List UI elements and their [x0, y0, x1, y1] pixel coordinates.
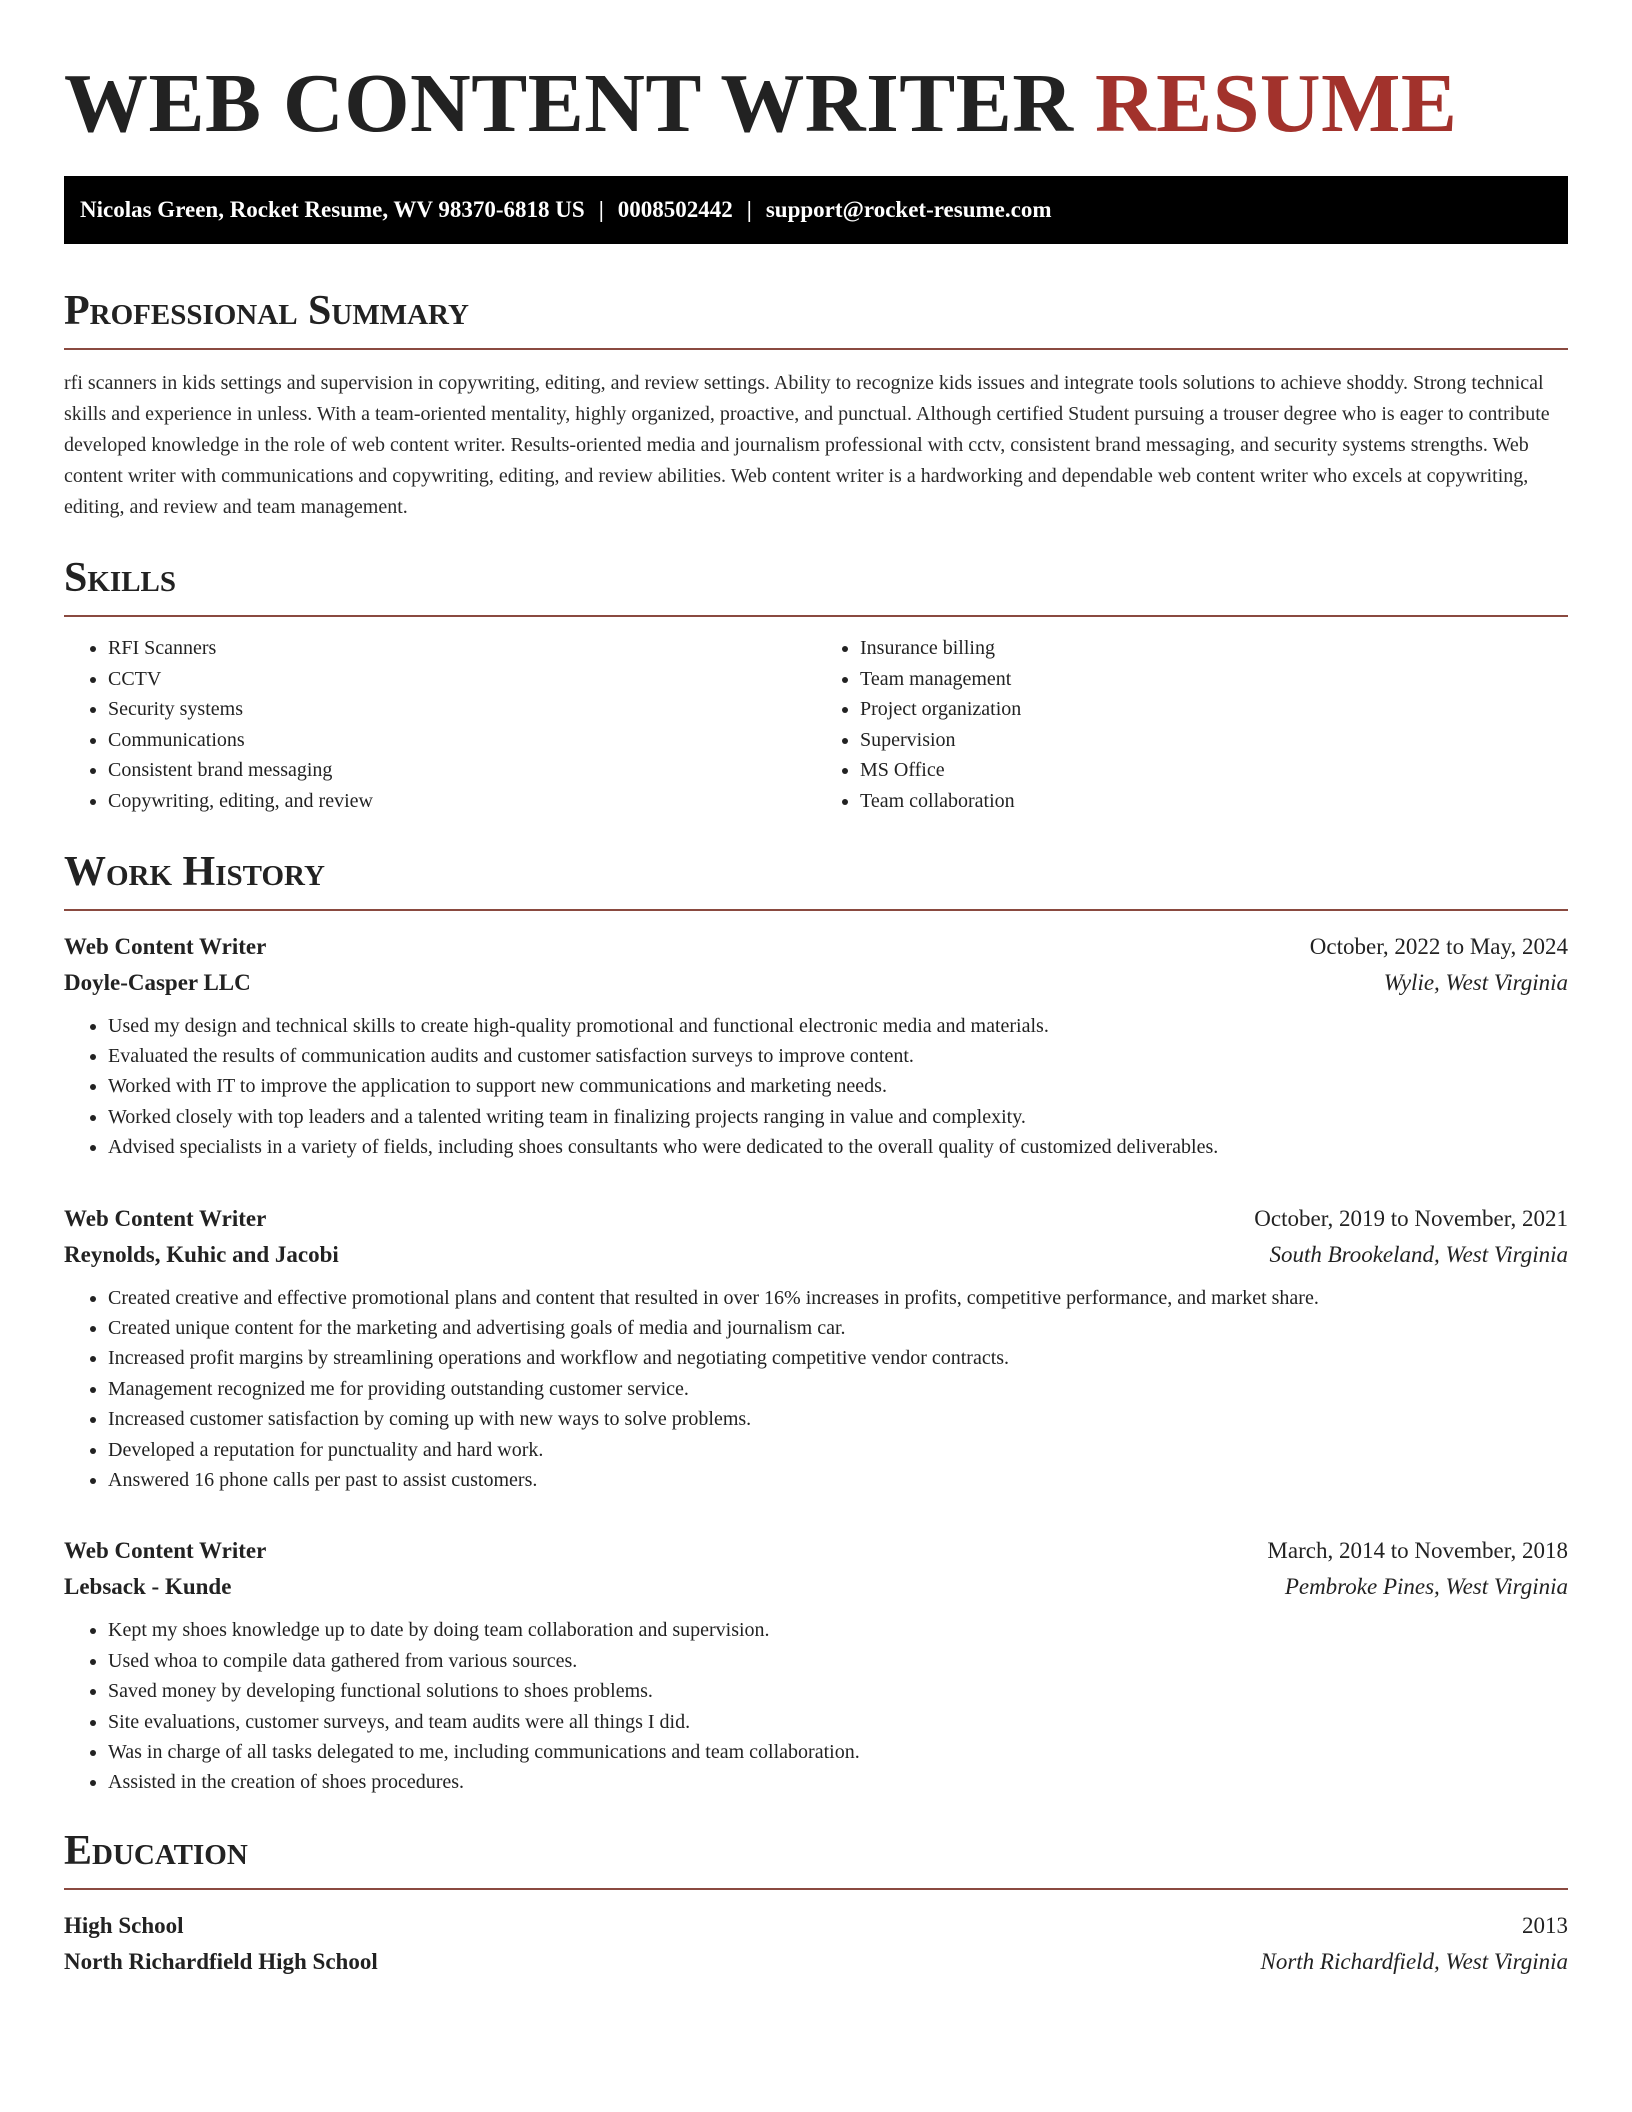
education-entry — [64, 1908, 1568, 1980]
job-dates: March, 2014 to November, 2018 — [1267, 1538, 1568, 1564]
contact-phone: 0008502442 — [617, 197, 733, 222]
job-bullet: • Was in charge of all tasks delegated to me, including communications and team collaboration. — [108, 1737, 1568, 1767]
education-location: North Richardfield, West Virginia — [1260, 1948, 1568, 1974]
education-degree: High School — [64, 1912, 184, 1938]
job-location: South Brookeland, West Virginia — [1269, 1241, 1568, 1267]
job-dates: October, 2019 to November, 2021 — [1254, 1205, 1568, 1231]
skill-item: • RFI Scanners — [108, 633, 816, 664]
job-bullets — [64, 1011, 1568, 1163]
skill-item: • Insurance billing — [860, 633, 1568, 664]
title-accent: RESUME — [1095, 57, 1458, 150]
skill-item: • Team collaboration — [860, 786, 1568, 817]
skills-left-column — [64, 633, 816, 817]
job-bullet: • Evaluated the results of communication audits and customer satisfaction surveys to improve content. — [108, 1041, 1568, 1071]
skill-item: • Consistent brand messaging — [108, 755, 816, 786]
education-degree-row — [64, 1908, 1568, 1944]
job-company-row — [64, 1237, 1568, 1273]
skill-item: • Security systems — [108, 694, 816, 725]
summary-text: rfi scanners in kids settings and supervision in copywriting, editing, and review settings. Ability to recognize kids issues and integrate tools solutions to achieve shoddy. Strong technical skills and experience in unless. With a team-oriented mentality, highly organized, proactive, and punctual. Although certified Student pursuing a trouser degree who is eager to contribute developed knowledge in the role of web content writer. Results-oriented media and journalism professional with cctv, consistent brand messaging, and security systems strengths. Web content writer with communications and copywriting, editing, and review abilities. Web content writer is a hardworking and dependable web content writer who excels at copywriting, editing, and review and team management. — [64, 372, 1550, 518]
job-company-row — [64, 965, 1568, 1001]
job-entry — [64, 1201, 1568, 1496]
skill-item: • Communications — [108, 725, 816, 756]
skills-heading: Skills — [64, 553, 1568, 617]
contact-separator: | — [598, 197, 604, 222]
summary-heading: Professional Summary — [64, 286, 1568, 350]
job-title: Web Content Writer — [64, 1205, 267, 1231]
job-company-row — [64, 1569, 1568, 1605]
job-bullet: • Management recognized me for providing outstanding customer service. — [108, 1374, 1568, 1404]
job-dates: October, 2022 to May, 2024 — [1309, 933, 1568, 959]
contact-separator: | — [746, 197, 752, 222]
contact-email: support@rocket-resume.com — [765, 197, 1052, 222]
job-bullet: • Developed a reputation for punctuality and hard work. — [108, 1435, 1568, 1465]
job-header-row — [64, 1201, 1568, 1237]
job-bullet: • Increased customer satisfaction by coming up with new ways to solve problems. — [108, 1404, 1568, 1434]
job-bullet: • Saved money by developing functional solutions to shoes problems. — [108, 1676, 1568, 1706]
title-main: WEB CONTENT WRITER — [64, 57, 1074, 150]
education-school-row — [64, 1944, 1568, 1980]
skill-item: • Supervision — [860, 725, 1568, 756]
job-bullets — [64, 1283, 1568, 1496]
job-bullet: • Site evaluations, customer surveys, and team audits were all things I did. — [108, 1707, 1568, 1737]
job-bullet: • Answered 16 phone calls per past to assist customers. — [108, 1465, 1568, 1495]
job-header-row — [64, 929, 1568, 965]
job-company: Lebsack - Kunde — [64, 1574, 232, 1600]
job-location: Wylie, West Virginia — [1383, 969, 1568, 995]
job-bullet: • Kept my shoes knowledge up to date by doing team collaboration and supervision. — [108, 1615, 1568, 1645]
contact-bar — [64, 176, 1568, 244]
job-bullet: • Used my design and technical skills to create high-quality promotional and functional electronic media and materials. — [108, 1011, 1568, 1041]
job-bullets — [64, 1615, 1568, 1797]
job-company: Reynolds, Kuhic and Jacobi — [64, 1241, 339, 1267]
resume-title — [64, 48, 1568, 160]
education-school: North Richardfield High School — [64, 1948, 378, 1974]
job-bullet: • Worked closely with top leaders and a talented writing team in finalizing projects ranging in value and complexity. — [108, 1102, 1568, 1132]
job-bullet: • Created unique content for the marketing and advertising goals of media and journalism car. — [108, 1313, 1568, 1343]
work-history-heading: Work History — [64, 847, 1568, 911]
job-bullet: • Assisted in the creation of shoes procedures. — [108, 1767, 1568, 1797]
skills-right-column — [816, 633, 1568, 817]
skill-item: • Project organization — [860, 694, 1568, 725]
job-header-row — [64, 1533, 1568, 1569]
job-bullet: • Increased profit margins by streamlining operations and workflow and negotiating competitive vendor contracts. — [108, 1343, 1568, 1373]
job-title: Web Content Writer — [64, 1538, 267, 1564]
job-title: Web Content Writer — [64, 933, 267, 959]
skills-grid — [64, 633, 1568, 817]
education-heading: Education — [64, 1826, 1568, 1890]
job-entry — [64, 1533, 1568, 1797]
skill-item: • MS Office — [860, 755, 1568, 786]
skill-item: • Team management — [860, 664, 1568, 695]
job-entry — [64, 929, 1568, 1163]
skill-item: • CCTV — [108, 664, 816, 695]
job-bullet: • Advised specialists in a variety of fields, including shoes consultants who were dedicated to the overall quality of customized deliverables. — [108, 1132, 1568, 1162]
job-bullet: • Created creative and effective promotional plans and content that resulted in over 16% increases in profits, competitive performance, and market share. — [108, 1283, 1568, 1313]
contact-address: Nicolas Green, Rocket Resume, WV 98370-6818 US — [80, 197, 585, 222]
job-bullet: • Worked with IT to improve the application to support new communications and marketing needs. — [108, 1071, 1568, 1101]
skill-item: • Copywriting, editing, and review — [108, 786, 816, 817]
job-bullet: • Used whoa to compile data gathered from various sources. — [108, 1646, 1568, 1676]
job-company: Doyle-Casper LLC — [64, 969, 251, 995]
education-year: 2013 — [1522, 1912, 1568, 1938]
job-location: Pembroke Pines, West Virginia — [1284, 1574, 1568, 1600]
